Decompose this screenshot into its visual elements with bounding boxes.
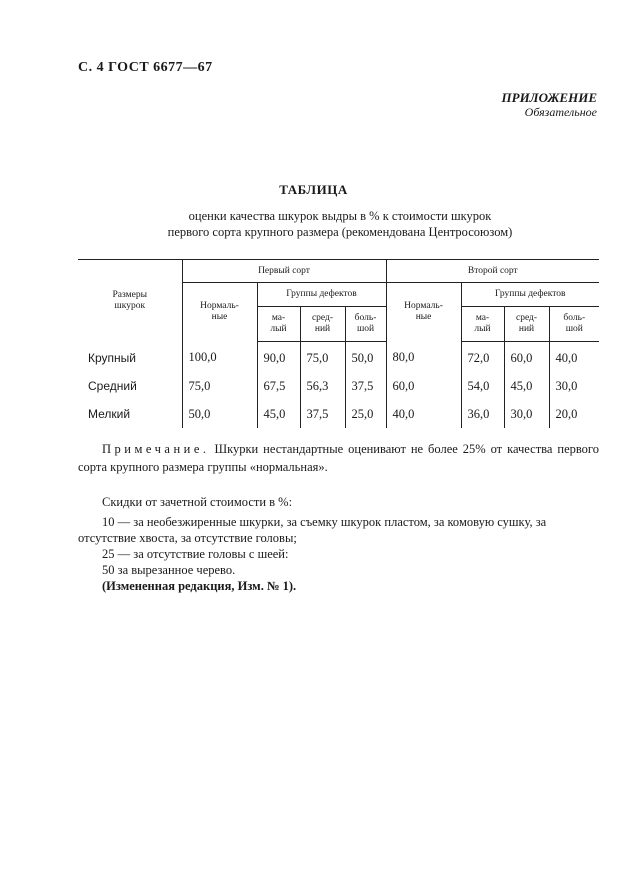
note-label: Примечание. [102, 442, 210, 456]
table-title: ТАБЛИЦА [279, 182, 348, 197]
header-medium-1: сред-ний [300, 307, 345, 342]
table-cell: 30,0 [504, 400, 549, 428]
amendment-note: (Измененная редакция, Изм. № 1). [102, 579, 297, 593]
table-cell: 56,3 [300, 372, 345, 400]
discount-line: 10 — за необезжиренные шкурки, за съемку шкурок пластом, за комовую сушку, за отсутствие хвоста, за отсутствие головы; [78, 515, 547, 545]
header-small-1: ма-лый [257, 307, 300, 342]
discounts-section [78, 494, 599, 594]
table-cell: 67,5 [257, 372, 300, 400]
header-large-1: боль-шой [345, 307, 386, 342]
table-cell: 50,0 [345, 342, 386, 373]
table-cell: 75,0 [300, 342, 345, 373]
page-header: С. 4 ГОСТ 6677—67 [78, 60, 213, 75]
table-cell: 40,0 [549, 342, 599, 373]
header-defects-1: Группы дефектов [257, 283, 386, 307]
appendix-label [502, 90, 597, 120]
quality-table [78, 259, 599, 428]
table-cell: 36,0 [461, 400, 504, 428]
table-note [78, 440, 599, 476]
table-cell: 50,0 [182, 400, 257, 428]
table-cell: 20,0 [549, 400, 599, 428]
header-grade2: Второй сорт [386, 260, 599, 283]
row-label: Мелкий [88, 407, 131, 421]
header-defects-2: Группы дефектов [461, 283, 599, 307]
table-cell: 37,5 [345, 372, 386, 400]
header-normal-1: Нормаль-ные [182, 283, 257, 342]
discount-line: 25 — за отсутствие головы с шеей: [102, 547, 289, 561]
table-cell: 37,5 [300, 400, 345, 428]
table-cell: 25,0 [345, 400, 386, 428]
discount-line: 50 за вырезанное черево. [102, 563, 236, 577]
row-label: Крупный [88, 350, 136, 365]
note-text: Шкурки нестандартные оценивают не более 25% от качества первого сорта крупного размера группы «нормальная». [78, 442, 599, 474]
table-caption [0, 208, 627, 240]
table-caption-line2: первого сорта крупного размера (рекомендована Центросоюзом) [167, 225, 513, 239]
header-normal-2: Нормаль-ные [386, 283, 461, 342]
table-caption-line1: оценки качества шкурок выдры в % к стоимости шкурок [188, 209, 492, 223]
table-cell: 45,0 [257, 400, 300, 428]
discounts-intro: Скидки от зачетной стоимости в %: [102, 495, 293, 509]
table-cell: 54,0 [461, 372, 504, 400]
table-cell: 45,0 [504, 372, 549, 400]
row-label: Средний [88, 379, 137, 393]
table-row [78, 342, 599, 373]
table-cell: 75,0 [182, 372, 257, 400]
table-cell: 80,0 [386, 342, 461, 373]
table-cell: 30,0 [549, 372, 599, 400]
appendix-subtitle: Обязательное [524, 105, 597, 119]
table-cell: 40,0 [386, 400, 461, 428]
header-grade1: Первый сорт [182, 260, 386, 283]
table-row [78, 372, 599, 400]
header-size: Размеры шкурок [78, 260, 182, 342]
table-cell: 60,0 [504, 342, 549, 373]
table-cell: 72,0 [461, 342, 504, 373]
table-cell: 90,0 [257, 342, 300, 373]
table-cell: 60,0 [386, 372, 461, 400]
table-row [78, 400, 599, 428]
appendix-title: ПРИЛОЖЕНИЕ [501, 90, 597, 105]
header-medium-2: сред-ний [504, 307, 549, 342]
table-cell: 100,0 [182, 342, 257, 373]
header-small-2: ма-лый [461, 307, 504, 342]
header-large-2: боль-шой [549, 307, 599, 342]
